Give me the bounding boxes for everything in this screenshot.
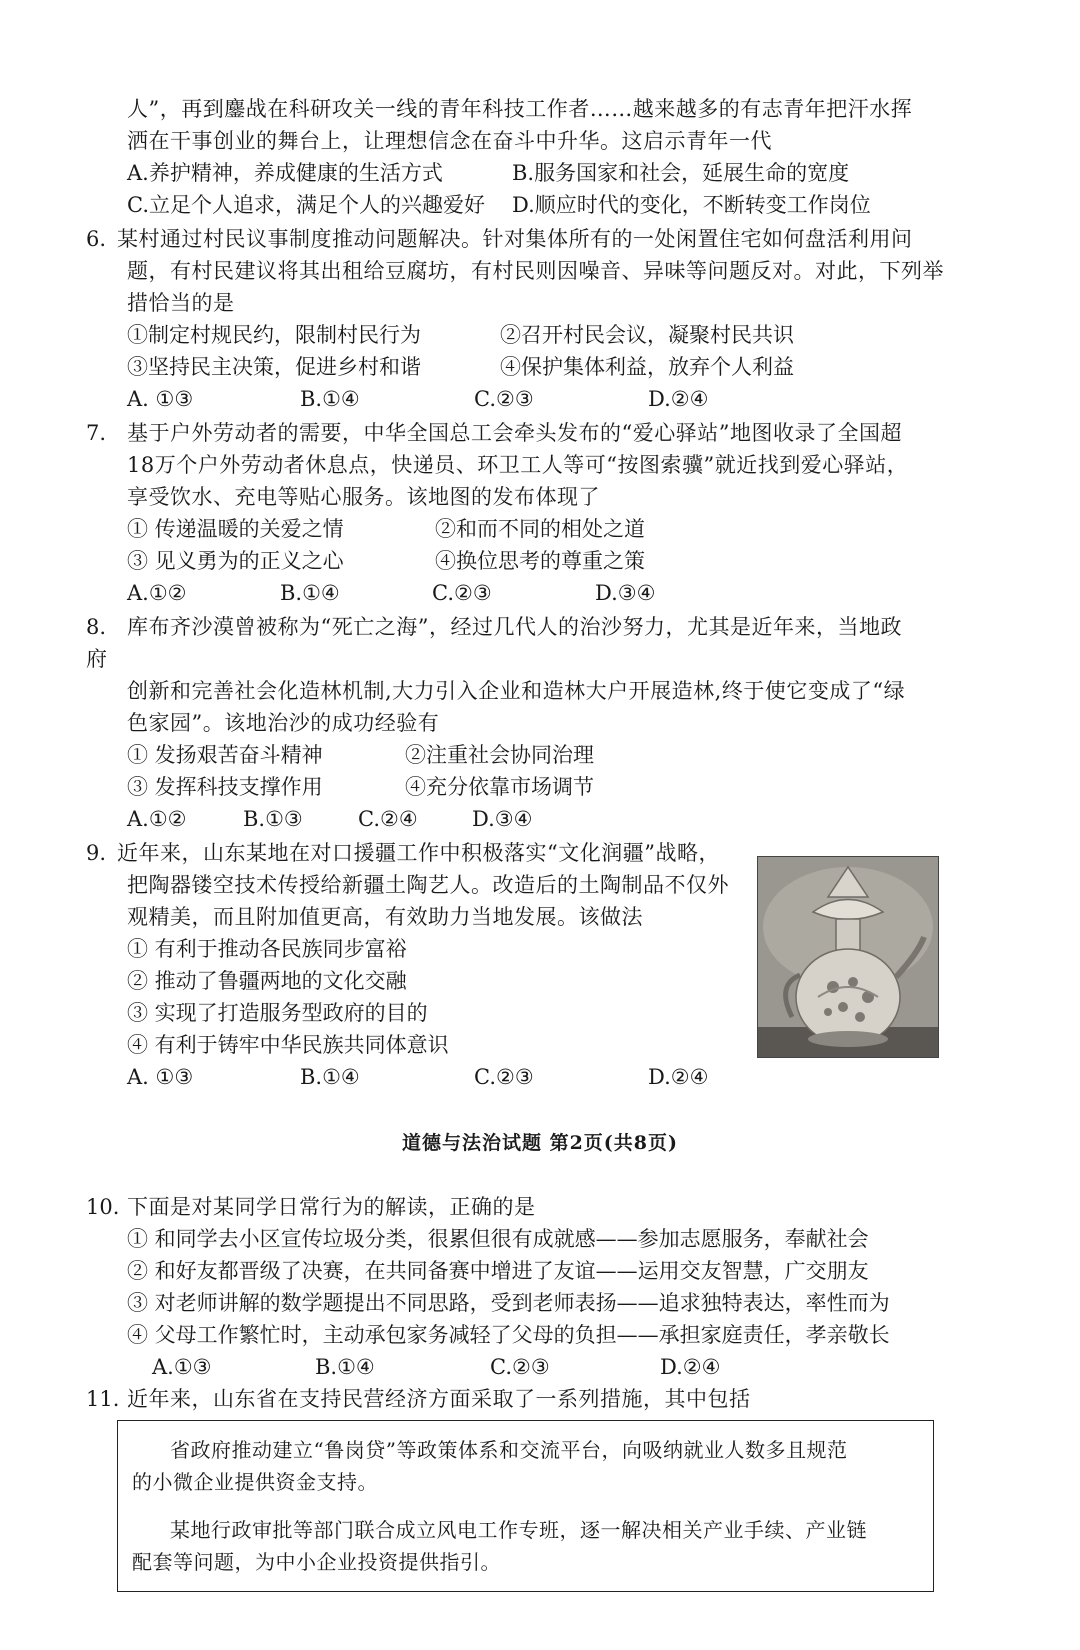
- q10-choice-c: C.②③: [490, 1355, 550, 1379]
- q5-option-b: B.服务国家和社会，延展生命的宽度: [512, 161, 850, 185]
- q8-choice-c: C.②④: [358, 807, 418, 831]
- q9-statement-4: ④ 有利于铸牢中华民族共同体意识: [127, 1033, 449, 1057]
- q8-stem-line1-wrap: 府: [86, 647, 108, 671]
- q8-statement-3: ③ 发挥科技支撑作用: [127, 775, 323, 799]
- q7-statement-3: ③ 见义勇为的正义之心: [127, 549, 344, 573]
- q8-statement-1: ① 发扬艰苦奋斗精神: [127, 743, 323, 767]
- q10-statement-1: ① 和同学去小区宣传垃圾分类，很累但很有成就感——参加志愿服务，奉献社会: [127, 1227, 869, 1251]
- pottery-vase-photo: [757, 856, 939, 1058]
- q7-choice-d: D.③④: [595, 581, 656, 605]
- q9-number: 9.: [86, 841, 107, 865]
- q8-stem-line1: 库布齐沙漠曾被称为“死亡之海”，经过几代人的治沙努力，尤其是近年来，当地政: [127, 615, 902, 639]
- q6-choice-a: A. ①③: [127, 387, 194, 411]
- q8-stem-line3: 色家园”。该地治沙的成功经验有: [127, 711, 440, 735]
- q9-statement-2: ② 推动了鲁疆两地的文化交融: [127, 969, 407, 993]
- q8-statement-2: ②注重社会协同治理: [405, 743, 594, 767]
- q10-statement-2: ② 和好友都晋级了决赛，在共同备赛中增进了友谊——运用交友智慧，广交朋友: [127, 1259, 869, 1283]
- q10-statement-4: ④ 父母工作繁忙时，主动承包家务减轻了父母的负担——承担家庭责任，孝亲敬长: [127, 1323, 890, 1347]
- q10-number: 10.: [86, 1195, 120, 1219]
- q6-choice-b: B.①④: [300, 387, 360, 411]
- q9-statement-3: ③ 实现了打造服务型政府的目的: [127, 1001, 428, 1025]
- q9-stem-line2: 把陶器镂空技术传授给新疆土陶艺人。改造后的土陶制品不仅外: [127, 873, 729, 897]
- q9-stem-line1: 近年来，山东某地在对口援疆工作中积极落实“文化润疆”战略，: [117, 841, 720, 865]
- vase-illustration: [758, 857, 938, 1057]
- q11-stem-line1: 近年来，山东省在支持民营经济方面采取了一系列措施，其中包括: [127, 1387, 751, 1411]
- q6-stem-line3: 措恰当的是: [127, 291, 235, 315]
- q7-choice-c: C.②③: [432, 581, 492, 605]
- q7-number: 7.: [86, 421, 107, 445]
- q10-choice-d: D.②④: [660, 1355, 721, 1379]
- q11-material-p2-line2: 配套等问题，为中小企业投资提供指引。: [132, 1550, 501, 1574]
- q7-choice-a: A.①②: [127, 581, 187, 605]
- q6-choice-d: D.②④: [648, 387, 709, 411]
- q9-choice-c: C.②③: [474, 1065, 534, 1089]
- q10-stem-line1: 下面是对某同学日常行为的解读，正确的是: [127, 1195, 536, 1219]
- q7-stem-line1: 基于户外劳动者的需要，中华全国总工会牵头发布的“爱心驿站”地图收录了全国超: [127, 421, 902, 445]
- q9-stem-line3: 观精美，而且附加值更高，有效助力当地发展。该做法: [127, 905, 643, 929]
- q10-choice-b: B.①④: [315, 1355, 375, 1379]
- q6-stem-line2: 题，有村民建议将其出租给豆腐坊，有村民则因噪音、异味等问题反对。对此，下列举: [127, 259, 944, 283]
- q7-stem-line2: 18万个户外劳动者休息点，快递员、环卫工人等可“按图索骥”就近找到爱心驿站，: [127, 453, 909, 477]
- q7-statement-4: ④换位思考的尊重之策: [435, 549, 645, 573]
- q5-option-d: D.顺应时代的变化，不断转变工作岗位: [512, 193, 871, 217]
- q7-choice-b: B.①④: [280, 581, 340, 605]
- q9-choice-a: A. ①③: [127, 1065, 194, 1089]
- q6-statement-4: ④保护集体利益，放弃个人利益: [500, 355, 794, 379]
- q7-stem-line3: 享受饮水、充电等贴心服务。该地图的发布体现了: [127, 485, 600, 509]
- q8-statement-4: ④充分依靠市场调节: [405, 775, 594, 799]
- q5-stem-line2: 洒在干事创业的舞台上，让理想信念在奋斗中升华。这启示青年一代: [127, 129, 772, 153]
- q7-statement-1: ① 传递温暖的关爱之情: [127, 517, 344, 541]
- q9-choice-d: D.②④: [648, 1065, 709, 1089]
- q11-material-p1-line1: 省政府推动建立“鲁岗贷”等政策体系和交流平台，向吸纳就业人数多且规范: [170, 1438, 848, 1462]
- q6-statement-1: ①制定村规民约，限制村民行为: [127, 323, 421, 347]
- q8-stem-line2: 创新和完善社会化造林机制,大力引入企业和造林大户开展造林,终于使它变成了“绿: [127, 679, 906, 703]
- q6-statement-2: ②召开村民会议，凝聚村民共识: [500, 323, 794, 347]
- q6-choice-c: C.②③: [474, 387, 534, 411]
- q5-option-a: A.养护精神，养成健康的生活方式: [127, 161, 443, 185]
- q6-statement-3: ③坚持民主决策，促进乡村和谐: [127, 355, 421, 379]
- q11-number: 11.: [86, 1387, 120, 1411]
- page-footer: 道德与法治试题 第2页(共8页): [401, 1132, 679, 1154]
- q8-number: 8.: [86, 615, 107, 639]
- q5-stem-line1: 人”，再到鏖战在科研攻关一线的青年科技工作者……越来越多的有志青年把汗水挥: [127, 97, 913, 121]
- q11-material-box: [117, 1420, 934, 1592]
- q5-option-c: C.立足个人追求，满足个人的兴趣爱好: [127, 193, 485, 217]
- q8-choice-a: A.①②: [127, 807, 187, 831]
- q6-stem-line1: 某村通过村民议事制度推动问题解决。针对集体所有的一处闲置住宅如何盘活利用问: [117, 227, 913, 251]
- q7-statement-2: ②和而不同的相处之道: [435, 517, 645, 541]
- q8-choice-d: D.③④: [472, 807, 533, 831]
- q10-choice-a: A.①③: [152, 1355, 212, 1379]
- q10-statement-3: ③ 对老师讲解的数学题提出不同思路，受到老师表扬——追求独特表达，率性而为: [127, 1291, 890, 1315]
- q9-statement-1: ① 有利于推动各民族同步富裕: [127, 937, 407, 961]
- q11-material-p2-line1: 某地行政审批等部门联合成立风电工作专班，逐一解决相关产业手续、产业链: [170, 1518, 867, 1542]
- q11-material-p1-line2: 的小微企业提供资金支持。: [132, 1470, 378, 1494]
- q8-choice-b: B.①③: [243, 807, 303, 831]
- q6-number: 6.: [86, 227, 107, 251]
- q9-choice-b: B.①④: [300, 1065, 360, 1089]
